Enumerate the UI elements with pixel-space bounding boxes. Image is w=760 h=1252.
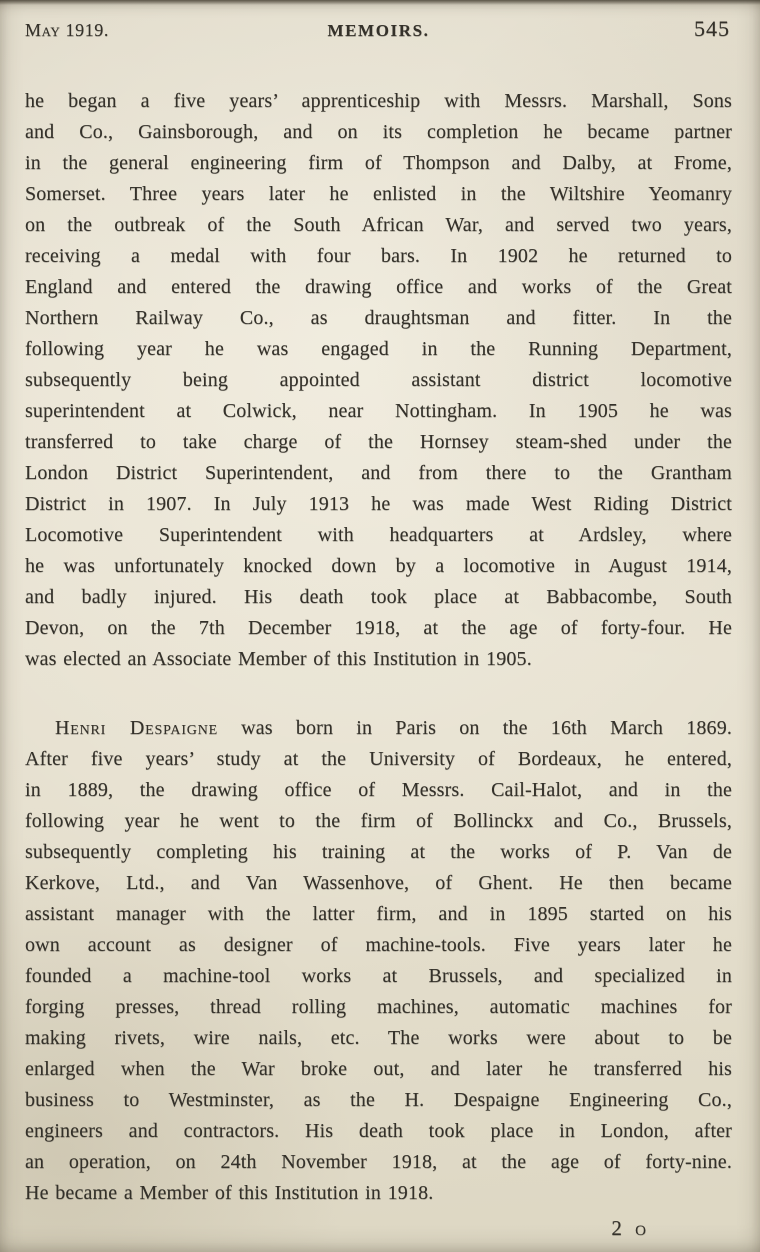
text-line: Devon, on the 7th December 1918, at the age of forty-four. He xyxy=(25,617,732,639)
text-line: District in 1907. In July 1913 he was made West Riding District xyxy=(25,493,732,515)
text-line: he was unfortunately knocked down by a locomotive in August 1914, xyxy=(25,555,732,577)
text-line: England and entered the drawing office and works of the Great xyxy=(25,276,732,298)
person-name: Henri Despaigne xyxy=(55,717,218,739)
text-line: an operation, on 24th November 1918, at the age of forty-nine. xyxy=(25,1151,732,1173)
paragraph xyxy=(25,713,732,1209)
text-line: subsequently completing his training at the works of P. Van de xyxy=(25,841,732,863)
header-title: MEMOIRS. xyxy=(327,21,430,40)
text-line: making rivets, wire nails, etc. The works were about to be xyxy=(25,1027,732,1049)
text-line: Northern Railway Co., as draughtsman and fitter. In the xyxy=(25,307,732,329)
text-line: Henri Despaigne was born in Paris on the 16th March 1869. xyxy=(55,717,733,739)
text-line: forging presses, thread rolling machines, automatic machines for xyxy=(25,996,732,1018)
text-line: After five years’ study at the University of Bordeaux, he entered, xyxy=(25,748,732,770)
text-block xyxy=(25,86,732,1209)
text-line: own account as designer of machine-tools. Five years later he xyxy=(25,934,732,956)
text-line: engineers and contractors. His death took place in London, after xyxy=(25,1120,732,1142)
header-date: May 1919. xyxy=(25,20,109,40)
text-line: enlarged when the War broke out, and later he transferred his xyxy=(25,1058,732,1080)
text-line: and Co., Gainsborough, and on its completion he became partner xyxy=(25,121,732,143)
text-line: receiving a medal with four bars. In 1902 he returned to xyxy=(25,245,732,267)
text-line: assistant manager with the latter firm, and in 1895 started on his xyxy=(25,903,732,925)
text-line: founded a machine-tool works at Brussels, and specialized in xyxy=(25,965,732,987)
text-line: business to Westminster, as the H. Despaigne Engineering Co., xyxy=(25,1089,732,1111)
text-line: subsequently being appointed assistant district locomotive xyxy=(25,369,732,391)
text-line: and badly injured. His death took place at Babbacombe, South xyxy=(25,586,732,608)
text-line: on the outbreak of the South African War, and served two years, xyxy=(25,214,732,236)
text-line: London District Superintendent, and from there to the Grantham xyxy=(25,462,732,484)
page-header xyxy=(25,16,732,48)
paragraph xyxy=(25,86,732,675)
text-line: in 1889, the drawing office of Messrs. Cail-Halot, and in the xyxy=(25,779,732,801)
text-line: was elected an Associate Member of this Institution in 1905. xyxy=(25,648,532,670)
text-line: He became a Member of this Institution in 1918. xyxy=(25,1182,434,1204)
photo-top-edge xyxy=(0,0,760,5)
text-line: Kerkove, Ltd., and Van Wassenhove, of Ghent. He then became xyxy=(25,872,732,894)
text-line: in the general engineering firm of Thompson and Dalby, at Frome, xyxy=(25,152,732,174)
text-line: superintendent at Colwick, near Nottingham. In 1905 he was xyxy=(25,400,732,422)
text-line: following year he went to the firm of Bollinckx and Co., Brussels, xyxy=(25,810,732,832)
signature-mark: 2 o xyxy=(611,1216,650,1240)
text-line: following year he was engaged in the Running Department, xyxy=(25,338,732,360)
text-line: Locomotive Superintendent with headquarters at Ardsley, where xyxy=(25,524,732,546)
text-line: he began a five years’ apprenticeship with Messrs. Marshall, Sons xyxy=(25,90,732,112)
header-page-number: 545 xyxy=(694,16,730,41)
text-line: Somerset. Three years later he enlisted in the Wiltshire Yeomanry xyxy=(25,183,732,205)
text-line: transferred to take charge of the Hornsey steam-shed under the xyxy=(25,431,732,453)
